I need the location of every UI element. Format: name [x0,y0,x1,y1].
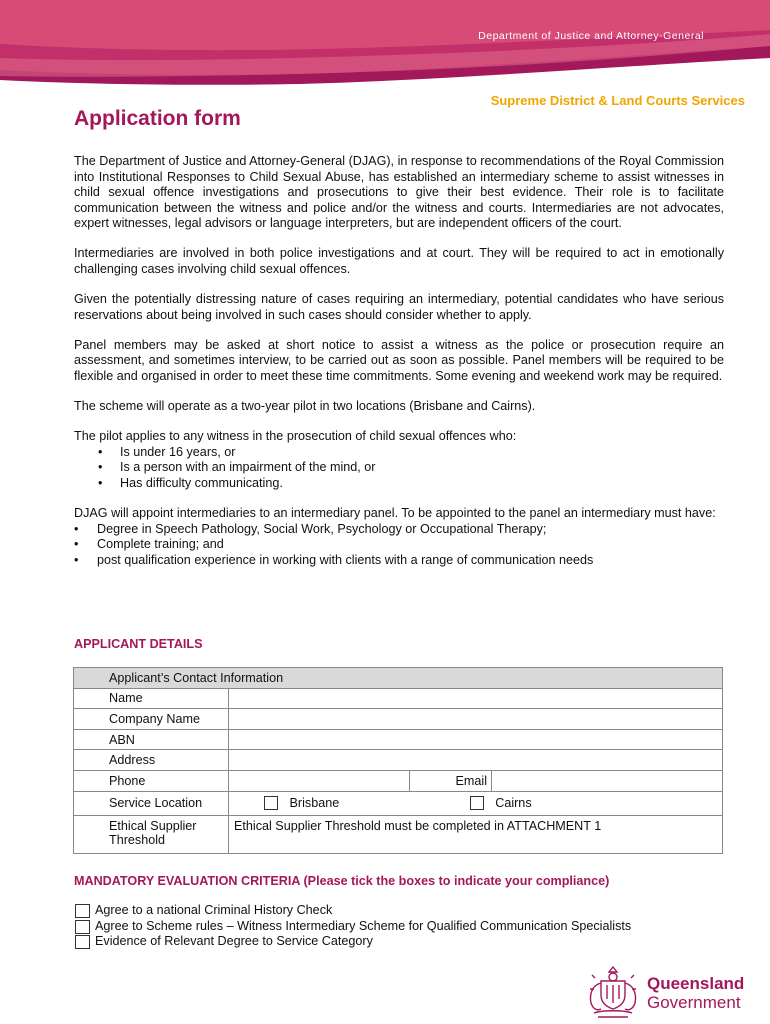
intro-paragraph: Given the potentially distressing nature of cases requiring an intermediary, potential candidates who have serious reservations about being involved in such cases should consider whether to apply. [74,292,724,322]
criteria-label: Agree to a national Criminal History Check [95,903,333,917]
criteria-label: Agree to Scheme rules – Witness Intermediary Scheme for Qualified Communication Specialists [95,919,632,933]
phone-label: Phone [74,770,229,791]
queensland-crest-icon [584,963,642,1019]
company-name-field[interactable] [229,709,723,730]
department-name: Department of Justice and Attorney-General [478,30,704,42]
applicant-details-table [73,667,723,854]
list-item: • Is a person with an impairment of the mind, or [74,460,724,476]
email-field[interactable] [492,770,723,791]
applicant-details-heading: APPLICANT DETAILS [74,637,203,651]
name-label: Name [74,688,229,709]
criteria-label: Evidence of Relevant Degree to Service Category [95,934,373,948]
page-title: Application form [74,107,241,130]
intro-paragraph: The Department of Justice and Attorney-General (DJAG), in response to recommendations of the Royal Commission into Institutional Responses to Child Sexual Abuse, has established an intermediary scheme to assist witnesses in child sexual offence investigations and prosecutions to give their best evidence. Their role is to facilitate communication between the witness and police and/or the witness and courts. Intermediaries are not advocates, expert witnesses, legal advisors or language interpreters, but are independent officers of the court. [74,154,724,231]
cairns-checkbox[interactable] [470,796,484,810]
ethical-supplier-label: Ethical Supplier Threshold [74,815,229,853]
company-name-label: Company Name [74,709,229,730]
intro-body [74,154,724,568]
service-line: Supreme District & Land Courts Services [490,93,745,108]
cairns-label: Cairns [495,795,532,810]
criteria-item [75,934,373,949]
list-item: • Complete training; and [74,537,724,553]
brisbane-label: Brisbane [289,795,340,810]
scheme-rules-checkbox[interactable] [75,920,90,934]
service-location-label: Service Location [74,791,229,815]
service-location-options [229,791,723,815]
phone-field[interactable] [229,770,410,791]
logo-government: Government [647,993,741,1012]
criteria-item [75,903,332,918]
ethical-supplier-note: Ethical Supplier Threshold must be completed in ATTACHMENT 1 [229,815,723,853]
appoint-lead: DJAG will appoint intermediaries to an intermediary panel. To be appointed to the panel an intermediary must have: [74,506,716,521]
list-item: • post qualification experience in working with clients with a range of communication needs [74,553,724,569]
brisbane-checkbox[interactable] [264,796,278,810]
appoint-list [74,522,724,569]
criteria-item [75,919,631,934]
intro-paragraph: Panel members may be asked at short notice to assist a witness as the police or prosecution require an assessment, and sometimes interview, to be carried out as soon as possible. Panel members will be required to be flexible and organised in order to meet these time commitments. Some evening and weekend work may be required. [74,337,724,384]
email-label: Email [410,770,492,791]
list-item: • Has difficulty communicating. [74,476,724,492]
intro-paragraph: Intermediaries are involved in both police investigations and at court. They will be required to act in emotionally challenging cases involving child sexual offences. [74,246,724,277]
name-field[interactable] [229,688,723,709]
mandatory-criteria-heading: MANDATORY EVALUATION CRITERIA (Please tick the boxes to indicate your compliance) [74,874,610,888]
pilot-list [74,445,724,492]
abn-field[interactable] [229,729,723,750]
address-field[interactable] [229,750,723,771]
list-item: • Is under 16 years, or [74,445,724,461]
abn-label: ABN [74,729,229,750]
relevant-degree-checkbox[interactable] [75,935,90,949]
address-label: Address [74,750,229,771]
table-header: Applicant’s Contact Information [74,668,723,689]
logo-queensland: Queensland [647,974,745,993]
pilot-lead: The pilot applies to any witness in the prosecution of child sexual offences who: [74,429,517,444]
criminal-history-checkbox[interactable] [75,904,90,918]
intro-paragraph: The scheme will operate as a two-year pilot in two locations (Brisbane and Cairns). [74,399,536,414]
list-item: • Degree in Speech Pathology, Social Work, Psychology or Occupational Therapy; [74,522,724,538]
